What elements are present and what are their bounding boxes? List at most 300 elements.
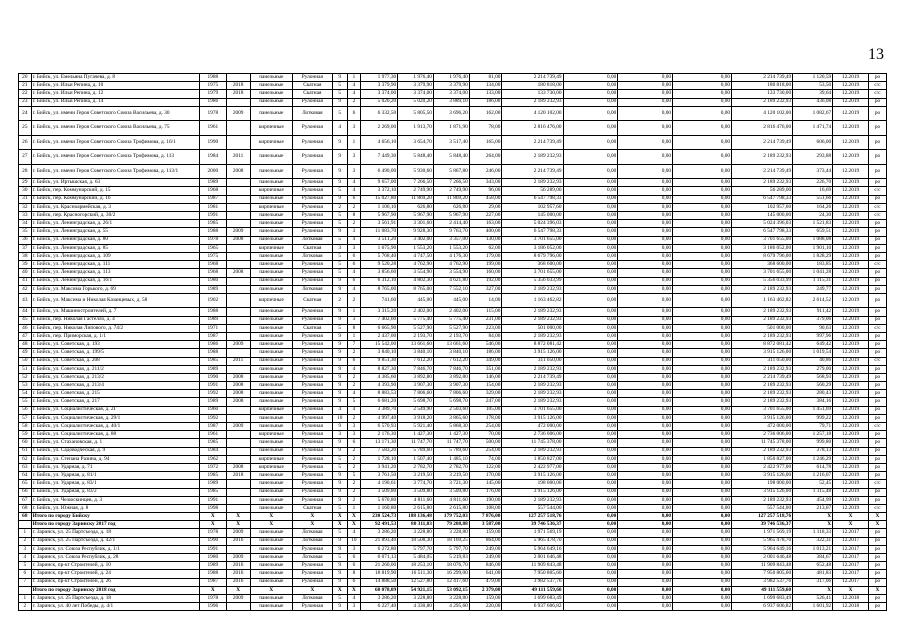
entrances-cell: 6 xyxy=(347,106,361,121)
total-area-cell: 15 542,00 xyxy=(361,341,398,349)
residential-area-cell: 1 871,90 xyxy=(433,121,469,136)
entrances-cell: X xyxy=(347,521,361,529)
other-cost-cell: 0,00 xyxy=(673,398,732,406)
fund-cost-cell: 0,00 xyxy=(563,244,618,252)
residents-cell: 163,00 xyxy=(469,220,502,228)
build-year-cell: X xyxy=(200,513,226,521)
budget-cost-cell: 0,00 xyxy=(618,603,673,611)
total-cost-cell: 49 111 559,60 xyxy=(502,586,563,594)
budget-cost-cell: 0,00 xyxy=(618,480,673,488)
unit-cost-cell: 999,80 xyxy=(793,439,833,447)
deadline-cell: X xyxy=(833,521,869,529)
floors-cell: 9 xyxy=(332,341,347,349)
build-year-cell: 1991 xyxy=(200,545,226,553)
residential-area-cell: 1 485,10 xyxy=(433,455,469,463)
budget-cost-cell: 0,00 xyxy=(618,562,673,570)
budget-cost-cell: 0,00 xyxy=(618,106,673,121)
residential-area-cell: 18 169,25 xyxy=(433,537,469,545)
budget-cost-cell: 0,00 xyxy=(618,244,673,252)
budget-cost-cell: 0,00 xyxy=(618,373,673,381)
unit-cost-cell: 481,83 xyxy=(793,570,833,578)
overhaul-year-cell: 2009 xyxy=(226,341,250,349)
living-area-cell: 2 193,70 xyxy=(398,332,434,340)
residential-area-cell: 9 763,70 xyxy=(433,228,469,236)
owner-cost-cell: 472 000,00 xyxy=(732,423,793,431)
table-row xyxy=(19,135,887,150)
build-year-cell: 1991 xyxy=(200,382,226,390)
fund-cost-cell: 0,00 xyxy=(563,324,618,332)
row-number-cell: 68 xyxy=(19,513,32,521)
residential-area-cell: 16 299,00 xyxy=(433,570,469,578)
budget-cost-cell: 0,00 xyxy=(618,537,673,545)
fund-cost-cell: 0,00 xyxy=(563,545,618,553)
table-row xyxy=(19,324,887,332)
table-row xyxy=(19,308,887,316)
table-row xyxy=(19,382,887,390)
deadline-cell: 12.2019 xyxy=(833,398,869,406)
table-row xyxy=(19,179,887,187)
build-year-cell: 1992 xyxy=(200,390,226,398)
total-row xyxy=(19,521,887,529)
total-cost-cell: 2 214 739,49 xyxy=(502,164,563,179)
build-year-cell: 1971 xyxy=(200,324,226,332)
overhaul-year-cell: 2008 xyxy=(226,390,250,398)
method-cell: ро xyxy=(868,349,886,357)
total-cost-cell: 11 745 378,00 xyxy=(502,439,563,447)
floors-cell: 5 xyxy=(332,455,347,463)
method-cell: ро xyxy=(868,244,886,252)
build-year-cell: 1975 xyxy=(200,82,226,90)
floors-cell: 9 xyxy=(332,398,347,406)
residential-area-cell: 2 782,70 xyxy=(433,463,469,471)
address-cell: г. Бийск, ул. Ударная, д. 81/1 xyxy=(31,472,200,480)
roof-type-cell: Рулонная xyxy=(292,212,332,220)
roof-type-cell: Рулонная xyxy=(292,179,332,187)
owner-cost-cell: 1 971 569,19 xyxy=(732,529,793,537)
fund-cost-cell: 0,00 xyxy=(563,463,618,471)
build-year-cell: 1985 xyxy=(200,220,226,228)
method-cell: ро xyxy=(868,447,886,455)
entrances-cell: 4 xyxy=(347,90,361,98)
floors-cell: 9 xyxy=(332,603,347,611)
method-cell: ро xyxy=(868,179,886,187)
other-cost-cell: 0,00 xyxy=(673,382,732,390)
owner-cost-cell: 2 189 232,93 xyxy=(732,365,793,373)
overhaul-year-cell: 2008 xyxy=(226,269,250,277)
residential-area-cell: 2 414,40 xyxy=(433,220,469,228)
budget-cost-cell: 0,00 xyxy=(618,203,673,211)
floors-cell: 9 xyxy=(332,423,347,431)
budget-cost-cell: 0,00 xyxy=(618,431,673,439)
total-area-cell: 11 083,70 xyxy=(361,228,398,236)
address-cell: г. Бийск, ул. Машиностроителей, д. 7 xyxy=(31,308,200,316)
address-cell: г. Бийск, ул. Ильи Репина, д. 14 xyxy=(31,98,200,106)
deadline-cell: 12.2019 xyxy=(833,98,869,106)
total-area-cell: 4 656,10 xyxy=(361,135,398,150)
build-year-cell: 1985 xyxy=(200,439,226,447)
table-row xyxy=(19,463,887,471)
method-cell: ро xyxy=(868,236,886,244)
entrances-cell: 2 xyxy=(347,447,361,455)
deadline-cell: 12.2019 xyxy=(833,439,869,447)
overhaul-year-cell xyxy=(226,316,250,324)
total-area-cell: 8 765,00 xyxy=(361,285,398,293)
owner-cost-cell: 2 189 232,93 xyxy=(732,390,793,398)
owner-cost-cell: 145 000,00 xyxy=(732,212,793,220)
fund-cost-cell: 0,00 xyxy=(563,212,618,220)
overhaul-year-cell xyxy=(226,74,250,82)
address-cell: г. Заринск, ул. 25 Партсъезда, д. 18 xyxy=(31,594,200,602)
total-cost-cell: 11 909 843,48 xyxy=(502,562,563,570)
roof-type-cell: Рулонная xyxy=(292,578,332,586)
owner-cost-cell: 5 024 396,03 xyxy=(732,220,793,228)
method-cell: ро xyxy=(868,285,886,293)
owner-cost-cell: 39 746 536,37 xyxy=(732,521,793,529)
floors-cell: 10 xyxy=(332,414,347,422)
other-cost-cell: 0,00 xyxy=(673,349,732,357)
build-year-cell: 1988 xyxy=(200,228,226,236)
entrances-cell: 2 xyxy=(347,455,361,463)
fund-cost-cell: 0,00 xyxy=(563,252,618,260)
floors-cell: 9 xyxy=(332,150,347,165)
owner-cost-cell: 2 189 232,93 xyxy=(732,285,793,293)
method-cell: X xyxy=(868,586,886,594)
owner-cost-cell: 8 679 796,00 xyxy=(732,252,793,260)
budget-cost-cell: 0,00 xyxy=(618,187,673,195)
other-cost-cell: 0,00 xyxy=(673,121,732,136)
overhaul-year-cell: 2016 xyxy=(226,578,250,586)
build-year-cell: 1961 xyxy=(200,121,226,136)
fund-cost-cell: 0,00 xyxy=(563,382,618,390)
unit-cost-cell: 454,99 xyxy=(793,496,833,504)
deadline-cell: 12.2019 xyxy=(833,277,869,285)
address-cell: г. Бийск, ул. Максима Горького, д. 69 xyxy=(31,285,200,293)
residents-cell: 190,00 xyxy=(469,496,502,504)
residential-area-cell: 1 553,20 xyxy=(433,244,469,252)
row-number-cell: 4 xyxy=(19,554,32,562)
row-number-cell: 46 xyxy=(19,324,32,332)
roof-type-cell: Скатная xyxy=(292,293,332,308)
deadline-cell: 12.2019 xyxy=(833,121,869,136)
wall-material-cell: панельные xyxy=(250,447,292,455)
address-cell: г. Бийск, ул. Советская, д. 199/5 xyxy=(31,349,200,357)
floors-cell: 9 xyxy=(332,195,347,203)
other-cost-cell: 0,00 xyxy=(673,212,732,220)
row-number-cell: 61 xyxy=(19,447,32,455)
owner-cost-cell: 2 189 232,93 xyxy=(732,496,793,504)
wall-material-cell: панельные xyxy=(250,150,292,165)
total-area-cell: 3 372,10 xyxy=(361,187,398,195)
entrances-cell: 6 xyxy=(347,357,361,365)
roof-type-cell: Рулонная xyxy=(292,472,332,480)
method-cell: ро xyxy=(868,228,886,236)
fund-cost-cell: 0,00 xyxy=(563,586,618,594)
address-cell: г. Бийск, ул. имени Героя Советского Союза Васильева, д. 75 xyxy=(31,121,200,136)
wall-material-cell: панельные xyxy=(250,545,292,553)
address-cell: г. Бийск, ул. Максима и Николая Казанцевых, д. 58 xyxy=(31,293,200,308)
total-area-cell: 9 520,28 xyxy=(361,261,398,269)
method-cell: ро xyxy=(868,570,886,578)
other-cost-cell: 0,00 xyxy=(673,496,732,504)
row-number-cell: 63 xyxy=(19,463,32,471)
residential-area-cell: 7 806,60 xyxy=(433,390,469,398)
total-area-cell: 3 315,20 xyxy=(361,308,398,316)
roof-type-cell: Лотковая xyxy=(292,554,332,562)
entrances-cell: 3 xyxy=(347,603,361,611)
address-cell: г. Бийск, ул. Ударная, д. 83/2 xyxy=(31,488,200,496)
other-cost-cell: 0,00 xyxy=(673,269,732,277)
address-cell: г. Бийск, ул. Ленинградская, д. 85 xyxy=(31,244,200,252)
build-year-cell: 1978 xyxy=(200,236,226,244)
fund-cost-cell: 0,00 xyxy=(563,269,618,277)
method-cell: ро xyxy=(868,594,886,602)
method-cell: ро xyxy=(868,463,886,471)
fund-cost-cell: 0,00 xyxy=(563,537,618,545)
residents-cell: 329,00 xyxy=(469,390,502,398)
other-cost-cell: 0,00 xyxy=(673,203,732,211)
table-row xyxy=(19,455,887,463)
address-cell: г. Бийск, пер. Николая Липового, д. 74/2 xyxy=(31,324,200,332)
table-row xyxy=(19,82,887,90)
residents-cell: 343,00 xyxy=(469,179,502,187)
unit-cost-cell: 52,45 xyxy=(793,480,833,488)
residential-area-cell: 2 402,00 xyxy=(433,308,469,316)
row-number-cell: 30 xyxy=(19,187,32,195)
table-row xyxy=(19,106,887,121)
entrances-cell: 2 xyxy=(347,414,361,422)
budget-cost-cell: 0,00 xyxy=(618,398,673,406)
table-row xyxy=(19,212,887,220)
deadline-cell: 12.2019 xyxy=(833,308,869,316)
wall-material-cell: панельные xyxy=(250,594,292,602)
owner-cost-cell: 2 214 739,49 xyxy=(732,74,793,82)
budget-cost-cell: 0,00 xyxy=(618,390,673,398)
total-cost-cell: 2 189 232,93 xyxy=(502,398,563,406)
overhaul-year-cell xyxy=(226,308,250,316)
address-cell: г. Заринск, ул. Союза Республик, д. 1/1 xyxy=(31,545,200,553)
floors-cell: 5 xyxy=(332,82,347,90)
deadline-cell: 12.2019 xyxy=(833,269,869,277)
residential-area-cell: 5 797,70 xyxy=(433,545,469,553)
build-year-cell: X xyxy=(200,521,226,529)
living-area-cell: 5 527,90 xyxy=(398,324,434,332)
other-cost-cell: 0,00 xyxy=(673,472,732,480)
total-area-cell: 2 437,00 xyxy=(361,332,398,340)
total-area-cell: 6 071,13 xyxy=(361,554,398,562)
fund-cost-cell: 0,00 xyxy=(563,496,618,504)
unit-cost-cell: 1 041,28 xyxy=(793,269,833,277)
total-area-cell: 230 524,73 xyxy=(361,513,398,521)
table-row xyxy=(19,252,887,260)
owner-cost-cell: 3 701 655,00 xyxy=(732,236,793,244)
table-row xyxy=(19,545,887,553)
roof-type-cell: Лотковая xyxy=(292,537,332,545)
total-cost-cell: 2 422 977,00 xyxy=(502,463,563,471)
residents-cell: 176,00 xyxy=(469,488,502,496)
total-cost-cell: 2 189 232,93 xyxy=(502,285,563,293)
floors-cell: 9 xyxy=(332,472,347,480)
build-year-cell: 1989 xyxy=(200,316,226,324)
owner-cost-cell: 3 915 126,00 xyxy=(732,349,793,357)
row-number-cell: 51 xyxy=(19,365,32,373)
living-area-cell: 5 020,20 xyxy=(398,98,434,106)
overhaul-year-cell xyxy=(226,504,250,512)
other-cost-cell: 0,00 xyxy=(673,277,732,285)
unit-cost-cell: 1 471,74 xyxy=(793,121,833,136)
wall-material-cell: кирпичные xyxy=(250,135,292,150)
roof-type-cell: Рулонная xyxy=(292,382,332,390)
fund-cost-cell: 0,00 xyxy=(563,82,618,90)
residential-area-cell: 7 846,70 xyxy=(433,365,469,373)
row-number-cell: 53 xyxy=(19,382,32,390)
total-cost-cell: 2 001 646,48 xyxy=(502,554,563,562)
total-cost-cell: 501 000,00 xyxy=(502,324,563,332)
other-cost-cell: 0,00 xyxy=(673,603,732,611)
address-cell: г. Бийск, ул. Советская, д. 208 xyxy=(31,357,200,365)
row-number-cell: 58 xyxy=(19,423,32,431)
living-area-cell: 3 228,80 xyxy=(398,529,434,537)
owner-cost-cell: 501 000,00 xyxy=(732,324,793,332)
entrances-cell: 1 xyxy=(347,74,361,82)
floors-cell: 4 xyxy=(332,406,347,414)
overhaul-year-cell xyxy=(226,439,250,447)
total-cost-cell: 7 950 805,60 xyxy=(502,570,563,578)
unit-cost-cell: 1 115,48 xyxy=(793,488,833,496)
overhaul-year-cell xyxy=(226,332,250,340)
budget-cost-cell: 0,00 xyxy=(618,324,673,332)
total-area-cell: 9 657,00 xyxy=(361,179,398,187)
overhaul-year-cell xyxy=(226,480,250,488)
unit-cost-cell: 226,70 xyxy=(793,179,833,187)
build-year-cell: 1988 xyxy=(200,570,226,578)
entrances-cell: 7 xyxy=(347,341,361,349)
fund-cost-cell: 0,00 xyxy=(563,447,618,455)
entrances-cell: X xyxy=(347,586,361,594)
wall-material-cell: панельные xyxy=(250,529,292,537)
fund-cost-cell: 0,00 xyxy=(563,431,618,439)
table-row xyxy=(19,121,887,136)
living-area-cell: 7 612,20 xyxy=(398,357,434,365)
residential-area-cell: 3 696,20 xyxy=(433,106,469,121)
roof-type-cell: Рулонная xyxy=(292,164,332,179)
owner-cost-cell: 2 189 232,93 xyxy=(732,98,793,106)
wall-material-cell: панельные xyxy=(250,365,292,373)
unit-cost-cell: 568,93 xyxy=(793,373,833,381)
budget-cost-cell: 0,00 xyxy=(618,121,673,136)
address-cell: Итого по городу Бийску xyxy=(31,513,200,521)
budget-cost-cell: 0,00 xyxy=(618,179,673,187)
build-year-cell: 1968 xyxy=(200,269,226,277)
living-area-cell: 3 301,60 xyxy=(398,220,434,228)
address-cell: Итого по городу Заринску 2018 год xyxy=(31,586,200,594)
budget-cost-cell: 0,00 xyxy=(618,472,673,480)
address-cell: г. Бийск, ул. имени Героя Советского Союза Трофимова, д. 16/1 xyxy=(31,135,200,150)
residential-area-cell: 3 509,80 xyxy=(433,488,469,496)
living-area-cell: 3 907,30 xyxy=(398,382,434,390)
fund-cost-cell: 0,00 xyxy=(563,332,618,340)
roof-type-cell: Лотковая xyxy=(292,252,332,260)
wall-material-cell: панельные xyxy=(250,562,292,570)
budget-cost-cell: 0,00 xyxy=(618,414,673,422)
living-area-cell: 3 840,10 xyxy=(398,349,434,357)
budget-cost-cell: 0,00 xyxy=(618,236,673,244)
table-row xyxy=(19,269,887,277)
roof-type-cell: Лотковая xyxy=(292,594,332,602)
method-cell: ро xyxy=(868,74,886,82)
build-year-cell: 1998 xyxy=(200,504,226,512)
unit-cost-cell: 649,42 xyxy=(793,341,833,349)
entrances-cell: 2 xyxy=(347,98,361,106)
overhaul-year-cell xyxy=(226,195,250,203)
budget-cost-cell: 0,00 xyxy=(618,82,673,90)
living-area-cell: 2 549,90 xyxy=(398,406,434,414)
roof-type-cell: Рулонная xyxy=(292,269,332,277)
build-year-cell: 1989 xyxy=(200,179,226,187)
other-cost-cell: 0,00 xyxy=(673,74,732,82)
residents-cell: 186,00 xyxy=(469,98,502,106)
budget-cost-cell: 0,00 xyxy=(618,220,673,228)
deadline-cell: 12.2019 xyxy=(833,447,869,455)
residents-cell: 864,00 xyxy=(469,537,502,545)
deadline-cell: 12.2019 xyxy=(833,455,869,463)
budget-cost-cell: 0,00 xyxy=(618,463,673,471)
wall-material-cell: панельные xyxy=(250,212,292,220)
floors-cell: 2 xyxy=(332,203,347,211)
living-area-cell: 5 967,90 xyxy=(398,212,434,220)
residential-area-cell: 2 749,90 xyxy=(433,187,469,195)
deadline-cell: 12.2019 xyxy=(833,414,869,422)
total-cost-cell: 8 679 796,00 xyxy=(502,252,563,260)
living-area-cell: 5 921,40 xyxy=(398,423,434,431)
address-cell: г. Заринск, ул. 25 Партсъезда, д. 18 xyxy=(31,529,200,537)
unit-cost-cell: 1 115,31 xyxy=(793,277,833,285)
total-cost-cell: 5 356 033,99 xyxy=(502,277,563,285)
table-row xyxy=(19,414,887,422)
total-area-cell: 1 728,10 xyxy=(361,455,398,463)
total-area-cell: 21 260,00 xyxy=(361,562,398,570)
method-cell: ро xyxy=(868,545,886,553)
other-cost-cell: 0,00 xyxy=(673,150,732,165)
roof-type-cell: Лотковая xyxy=(292,236,332,244)
floors-cell: 9 xyxy=(332,390,347,398)
deadline-cell: 12.2019 xyxy=(833,316,869,324)
budget-cost-cell: 0,00 xyxy=(618,513,673,521)
total-cost-cell: 8 872 081,42 xyxy=(502,341,563,349)
method-cell: ро xyxy=(868,220,886,228)
build-year-cell: 1960 xyxy=(200,406,226,414)
table-row xyxy=(19,293,887,308)
build-year-cell: 1990 xyxy=(200,537,226,545)
unit-cost-cell: 1 082,67 xyxy=(793,106,833,121)
build-year-cell: 1980 xyxy=(200,554,226,562)
residential-area-cell: 2 615,80 xyxy=(433,504,469,512)
other-cost-cell: 0,00 xyxy=(673,570,732,578)
method-cell: ро xyxy=(868,365,886,373)
wall-material-cell: X xyxy=(250,513,292,521)
build-year-cell: X xyxy=(200,586,226,594)
residential-area-cell: 3 517,40 xyxy=(433,135,469,150)
method-cell: ро xyxy=(868,537,886,545)
build-year-cell: 1979 xyxy=(200,90,226,98)
fund-cost-cell: 0,00 xyxy=(563,406,618,414)
overhaul-year-cell xyxy=(226,244,250,252)
living-area-cell: 54 921,15 xyxy=(398,586,434,594)
owner-cost-cell: 6 937 606,82 xyxy=(732,603,793,611)
row-number-cell: 54 xyxy=(19,390,32,398)
overhaul-year-cell xyxy=(226,261,250,269)
total-cost-cell: 6 547 798,33 xyxy=(502,195,563,203)
living-area-cell: 5 775,40 xyxy=(398,316,434,324)
